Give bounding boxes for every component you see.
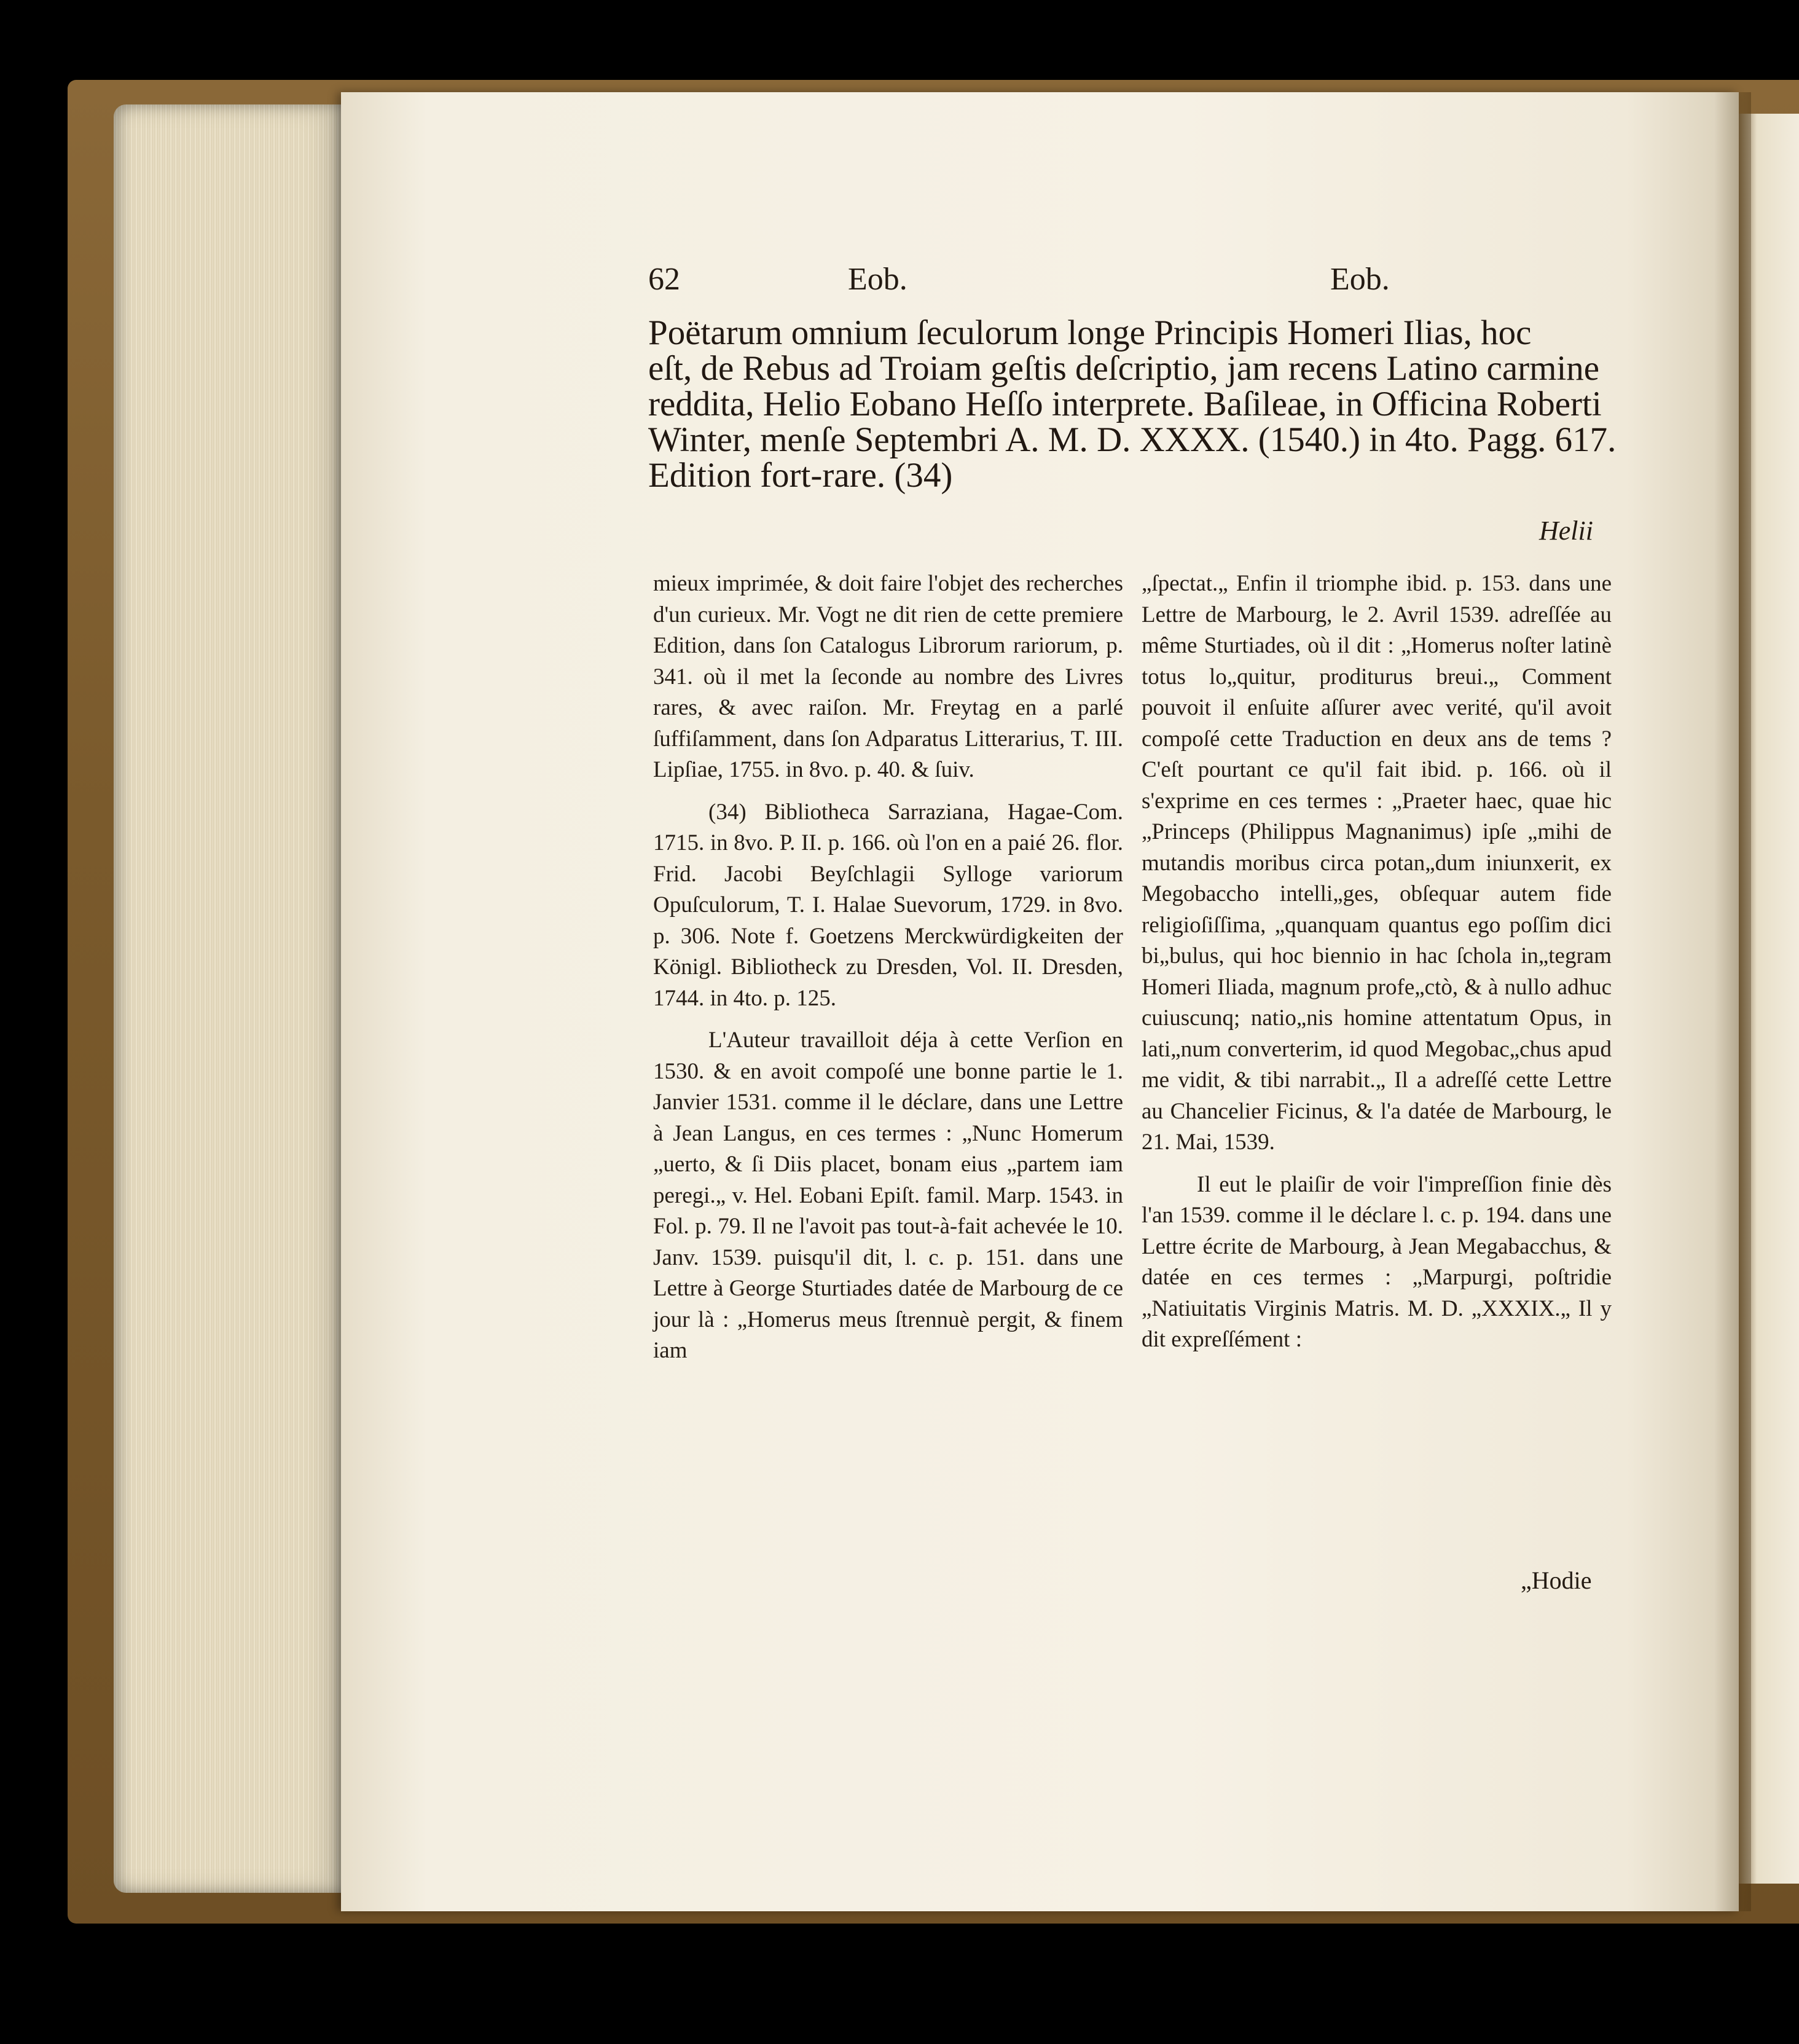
paragraph: „ſpectat.„ Enfin il triomphe ibid. p. 153. dans une Lettre de Marbourg, le 2. Avril 1539. adreſſée au même Sturtiades, où il dit : „Homerus noſter latinè totus lo„quitur, proditurus breui.„ Comment pouvoit il enſuite aſſurer avec verité, qu'il avoit compoſé cette Traduction en deux ans de tems ? C'eſt pourtant ce qu'il fait ibid. p. 166. où il s'exprime en ces termes : „Praeter haec, quae hic „Princeps (Philippus Magnanimus) ipſe „mihi de mutandis moribus circa potan„dum iniunxerit, ex Megobaccho intelli„ges, obſequar autem fide religioſiſſima, „quanquam quantus ego poſſim dici bi„bulus, qui hoc biennio in hac ſchola in„tegram Homeri Iliada, magnum profe„ctò, & à nullo adhuc cuiuscunq; natio„nis homine attentatum Opus, in lati„num converterim, id quod Megobac„chus apud me vidit, & tibi narrabit.„ Il a adreſſé cette Lettre au Chancelier Ficinus, & l'a datée de Marbourg, le 21. Mai, 1539. — [1142, 571, 1612, 1155]
book-entry-title — [648, 313, 1617, 495]
gutter-shadow — [1714, 92, 1751, 1911]
paragraph: L'Auteur travailloit déja à cette Verſion en 1530. & en avoit compoſé une bonne partie le 1. Janvier 1531. comme il le déclare, dans une Lettre à Jean Langus, en ces termes : „Nunc Homerum „uerto, & ſi Diis placet, bonam eius „partem iam peregi.„ v. Hel. Eobani Epiſt. famil. Marp. 1543. in Fol. p. 79. Il ne l'avoit pas tout-à-fait achevée le 10. Janv. 1539. puisqu'il dit, l. c. p. 151. dans une Lettre à George Sturtiades datée de Marbourg de ce jour là : „Homerus meus ſtrennuè pergit, & finem iam — [653, 1028, 1123, 1363]
title-line: Edition fort-rare. (34) — [648, 456, 953, 495]
page-edges — [114, 104, 347, 1893]
title-line: reddita, Helio Eobano Heſſo interprete. Baſileae, in Officina Roberti — [648, 385, 1602, 423]
paragraph: Il eut le plaiſir de voir l'impreſſion finie dès l'an 1539. comme il le déclare l. c. p. 194. dans une Lettre écrite de Marbourg, à Jean Megabacchus, & datée en ces termes : „Marpurgi, poſtridie „Natiuitatis Virginis Matris. M. D. „XXXIX.„ Il y dit expreſſément : — [1142, 1171, 1612, 1352]
running-head-left: Eob. — [848, 262, 907, 297]
title-line: eſt, de Rebus ad Troiam geſtis deſcriptio, jam recens Latino carmine — [648, 349, 1600, 388]
running-head-right: Eob. — [1330, 262, 1390, 297]
paragraph: mieux imprimée, & doit faire l'objet des recherches d'un curieux. Mr. Vogt ne dit rien de cette premiere Edition, dans ſon Catalogus Librorum rariorum, p. 341. où il met la ſeconde au nombre des Livres rares, & avec raiſon. Mr. Freytag en a parlé ſuffiſamment, dans ſon Adparatus Litterarius, T. III. Lipſiae, 1755. in 8vo. p. 40. & ſuiv. — [653, 571, 1123, 782]
page-number: 62 — [648, 262, 680, 297]
right-column — [1142, 568, 1612, 1367]
title-line: Poëtarum omnium ſeculorum longe Principis Homeri Ilias, hoc — [648, 313, 1532, 352]
title-line: Winter, menſe Septembri A. M. D. XXXX. (1540.) in 4to. Pagg. 617. — [648, 420, 1617, 459]
catchword-right: Helii — [1539, 516, 1593, 546]
catchword-bottom: „Hodie — [1521, 1566, 1592, 1594]
left-column — [653, 568, 1123, 1378]
footnote-paragraph: (34) Bibliotheca Sarraziana, Hagae-Com. 1715. in 8vo. P. II. p. 166. où l'on en a paié 26. flor. Frid. Jacobi Beyſchlagii Sylloge variorum Opuſculorum, T. I. Halae Suevorum, 1729. in 8vo. p. 306. Note f. Goetzens Merckwürdigkeiten der Königl. Bibliotheck zu Dresden, Vol. II. Dresden, 1744. in 4to. p. 125. — [653, 799, 1123, 1011]
